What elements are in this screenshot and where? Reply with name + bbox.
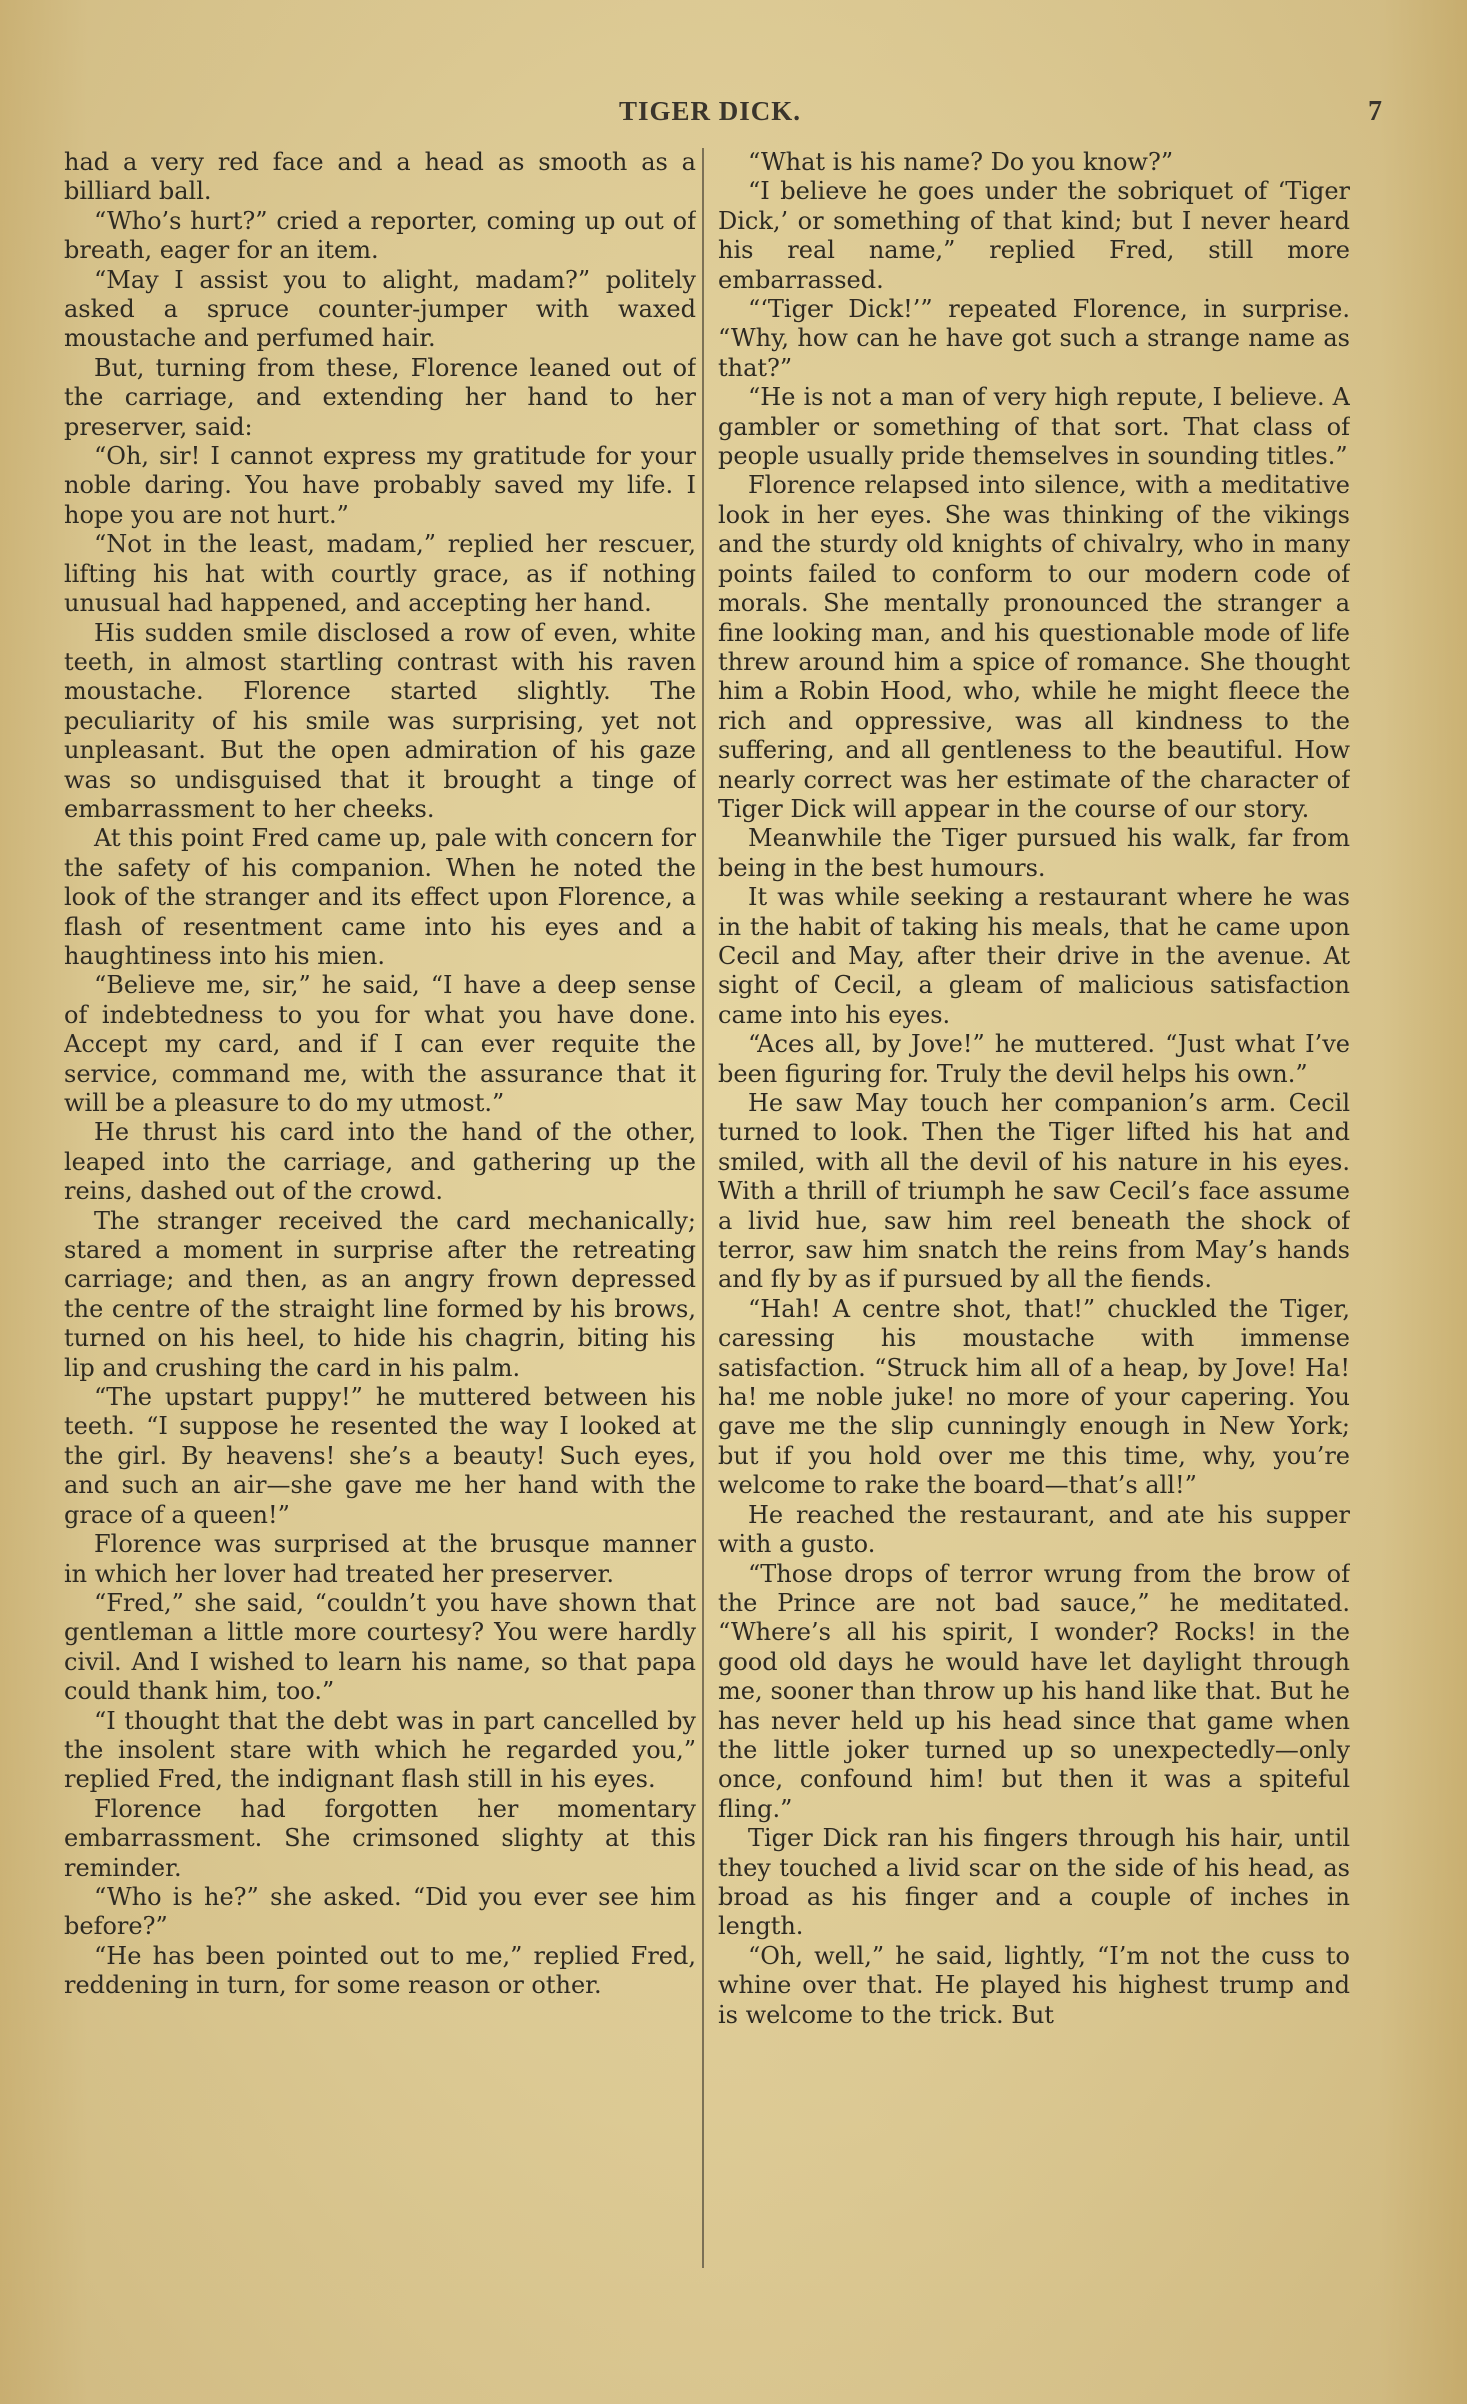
paragraph: He thrust his card into the hand of the other, leaped into the carriage, and gathering up the reins, dashed out of the crowd. <box>64 1118 696 1206</box>
paragraph: “The upstart puppy!” he muttered between his teeth. “I suppose he resented the way I looked at the girl. By heavens! she’s a beauty! Such eyes, and such an air—she gave me her hand with the grace of a queen!” <box>64 1383 696 1529</box>
paragraph: “Who is he?” she asked. “Did you ever see him before?” <box>64 1882 696 1941</box>
paragraph: But, turning from these, Florence leaned out of the carriage, and extending her hand to her preserver, said: <box>64 353 696 441</box>
paragraph: It was while seeking a restaurant where he was in the habit of taking his meals, that he came upon Cecil and May, after their drive in the avenue. At sight of Cecil, a gleam of malicious satisfaction came into his eyes. <box>718 883 1350 1029</box>
paragraph: had a very red face and a head as smooth as a billiard ball. <box>64 148 696 206</box>
paragraph: “He has been pointed out to me,” replied Fred, reddening in turn, for some reason or other. <box>64 1941 696 2000</box>
paragraph: He reached the restaurant, and ate his supper with a gusto. <box>718 1500 1350 1559</box>
paragraph: “I believe he goes under the sobriquet of ‘Tiger Dick,’ or something of that kind; but I never heard his real name,” replied Fred, still more embarrassed. <box>718 177 1350 294</box>
paragraph: “He is not a man of very high repute, I believe. A gambler or something of that sort. That class of people usually pride themselves in sounding titles.” <box>718 383 1350 471</box>
paragraph: “‘Tiger Dick!’” repeated Florence, in surprise. “Why, how can he have got such a strange name as that?” <box>718 295 1350 382</box>
paragraph: “What is his name? Do you know?” <box>748 148 1174 176</box>
paragraph: “Hah! A centre shot, that!” chuckled the Tiger, caressing his moustache with immense satisfaction. “Struck him all of a heap, by Jove! Ha! ha! me noble juke! no more of your capering. You gave me the slip cunningly enough in New York; but if you hold over me this time, why, you’re welcome to rake the board—that’s all!” <box>718 1294 1350 1500</box>
running-title: TIGER DICK. <box>618 96 802 126</box>
running-header <box>0 96 1467 126</box>
left-column <box>64 148 696 2258</box>
paragraph: Florence relapsed into silence, with a meditative look in her eyes. She was thinking of the vikings and the sturdy old knights of chivalry, who in many points failed to conform to our modern code of morals. She mentally pronounced the stranger a fine looking man, and his questionable mode of life threw around him a spice of romance. She thought him a Robin Hood, who, while he might fleece the rich and oppressive, was all kindness to the suffering, and all gentleness to the beautiful. How nearly correct was her estimate of the character of Tiger Dick will appear in the course of our story. <box>718 471 1350 823</box>
column-divider <box>702 148 704 2268</box>
paragraph: “Aces all, by Jove!” he muttered. “Just what I’ve been figuring for. Truly the devil helps his own.” <box>718 1030 1350 1088</box>
paragraph: Florence was surprised at the brusque manner in which her lover had treated her preserver. <box>64 1530 696 1588</box>
paragraph: “Believe me, sir,” he said, “I have a deep sense of indebtedness to you for what you have done. Accept my card, and if I can ever requite the service, command me, with the assurance that it will be a pleasure to do my utmost.” <box>64 971 696 1117</box>
paragraph: He saw May touch her companion’s arm. Cecil turned to look. Then the Tiger lifted his hat and smiled, with all the devil of his nature in his eyes. With a thrill of triumph he saw Cecil’s face assume a livid hue, saw him reel beneath the shock of terror, saw him snatch the reins from May’s hands and fly by as if pursued by all the fiends. <box>718 1089 1350 1294</box>
paragraph: “Who’s hurt?” cried a reporter, coming up out of breath, eager for an item. <box>64 206 696 265</box>
paragraph: His sudden smile disclosed a row of even, white teeth, in almost startling contrast with his raven moustache. Florence started slightly. The peculiarity of his smile was surprising, yet not unpleasant. But the open admiration of his gaze was so undisguised that it brought a tinge of embarrassment to her cheeks. <box>64 618 696 823</box>
right-column <box>718 148 1350 2258</box>
paragraph: Florence had forgotten her momentary embarrassment. She crimsoned slighty at this reminder. <box>64 1794 696 1882</box>
paragraph: “Those drops of terror wrung from the brow of the Prince are not bad sauce,” he meditated. “Where’s all his spirit, I wonder? Rocks! in the good old days he would have let daylight through me, sooner than throw up his hand like that. But he has never held up his head since that game when the little joker turned up so unexpectedly—only once, confound him! but then it was a spiteful fling.” <box>718 1559 1350 1823</box>
page-number: 7 <box>1368 96 1382 127</box>
paragraph: “Not in the least, madam,” replied her rescuer, lifting his hat with courtly grace, as if nothing unusual had happened, and accepting her hand. <box>64 530 696 618</box>
paragraph: At this point Fred came up, pale with concern for the safety of his companion. When he noted the look of the stranger and its effect upon Florence, a flash of resentment came into his eyes and a haughtiness into his mien. <box>64 824 696 970</box>
paragraph: Tiger Dick ran his fingers through his hair, until they touched a livid scar on the side of his head, as broad as his finger and a couple of inches in length. <box>718 1824 1350 1941</box>
paragraph: “Oh, sir! I cannot express my gratitude for your noble daring. You have probably saved my life. I hope you are not hurt.” <box>64 442 696 529</box>
paragraph: The stranger received the card mechanically; stared a moment in surprise after the retreating carriage; and then, as an angry frown depressed the centre of the straight line formed by his brows, turned on his heel, to hide his chagrin, biting his lip and crushing the card in his palm. <box>64 1206 696 1382</box>
paragraph: “May I assist you to alight, madam?” politely asked a spruce counter-jumper with waxed moustache and perfumed hair. <box>64 265 696 353</box>
paragraph: “Oh, well,” he said, lightly, “I’m not the cuss to whine over that. He played his highest trump and is welcome to the trick. But <box>718 1941 1350 2029</box>
paragraph: “Fred,” she said, “couldn’t you have shown that gentleman a little more courtesy? You were hardly civil. And I wished to learn his name, so that papa could thank him, too.” <box>64 1588 696 1706</box>
paragraph: Meanwhile the Tiger pursued his walk, far from being in the best humours. <box>718 824 1350 882</box>
paragraph: “I thought that the debt was in part cancelled by the insolent stare with which he regarded you,” replied Fred, the indignant flash still in his eyes. <box>64 1706 696 1794</box>
